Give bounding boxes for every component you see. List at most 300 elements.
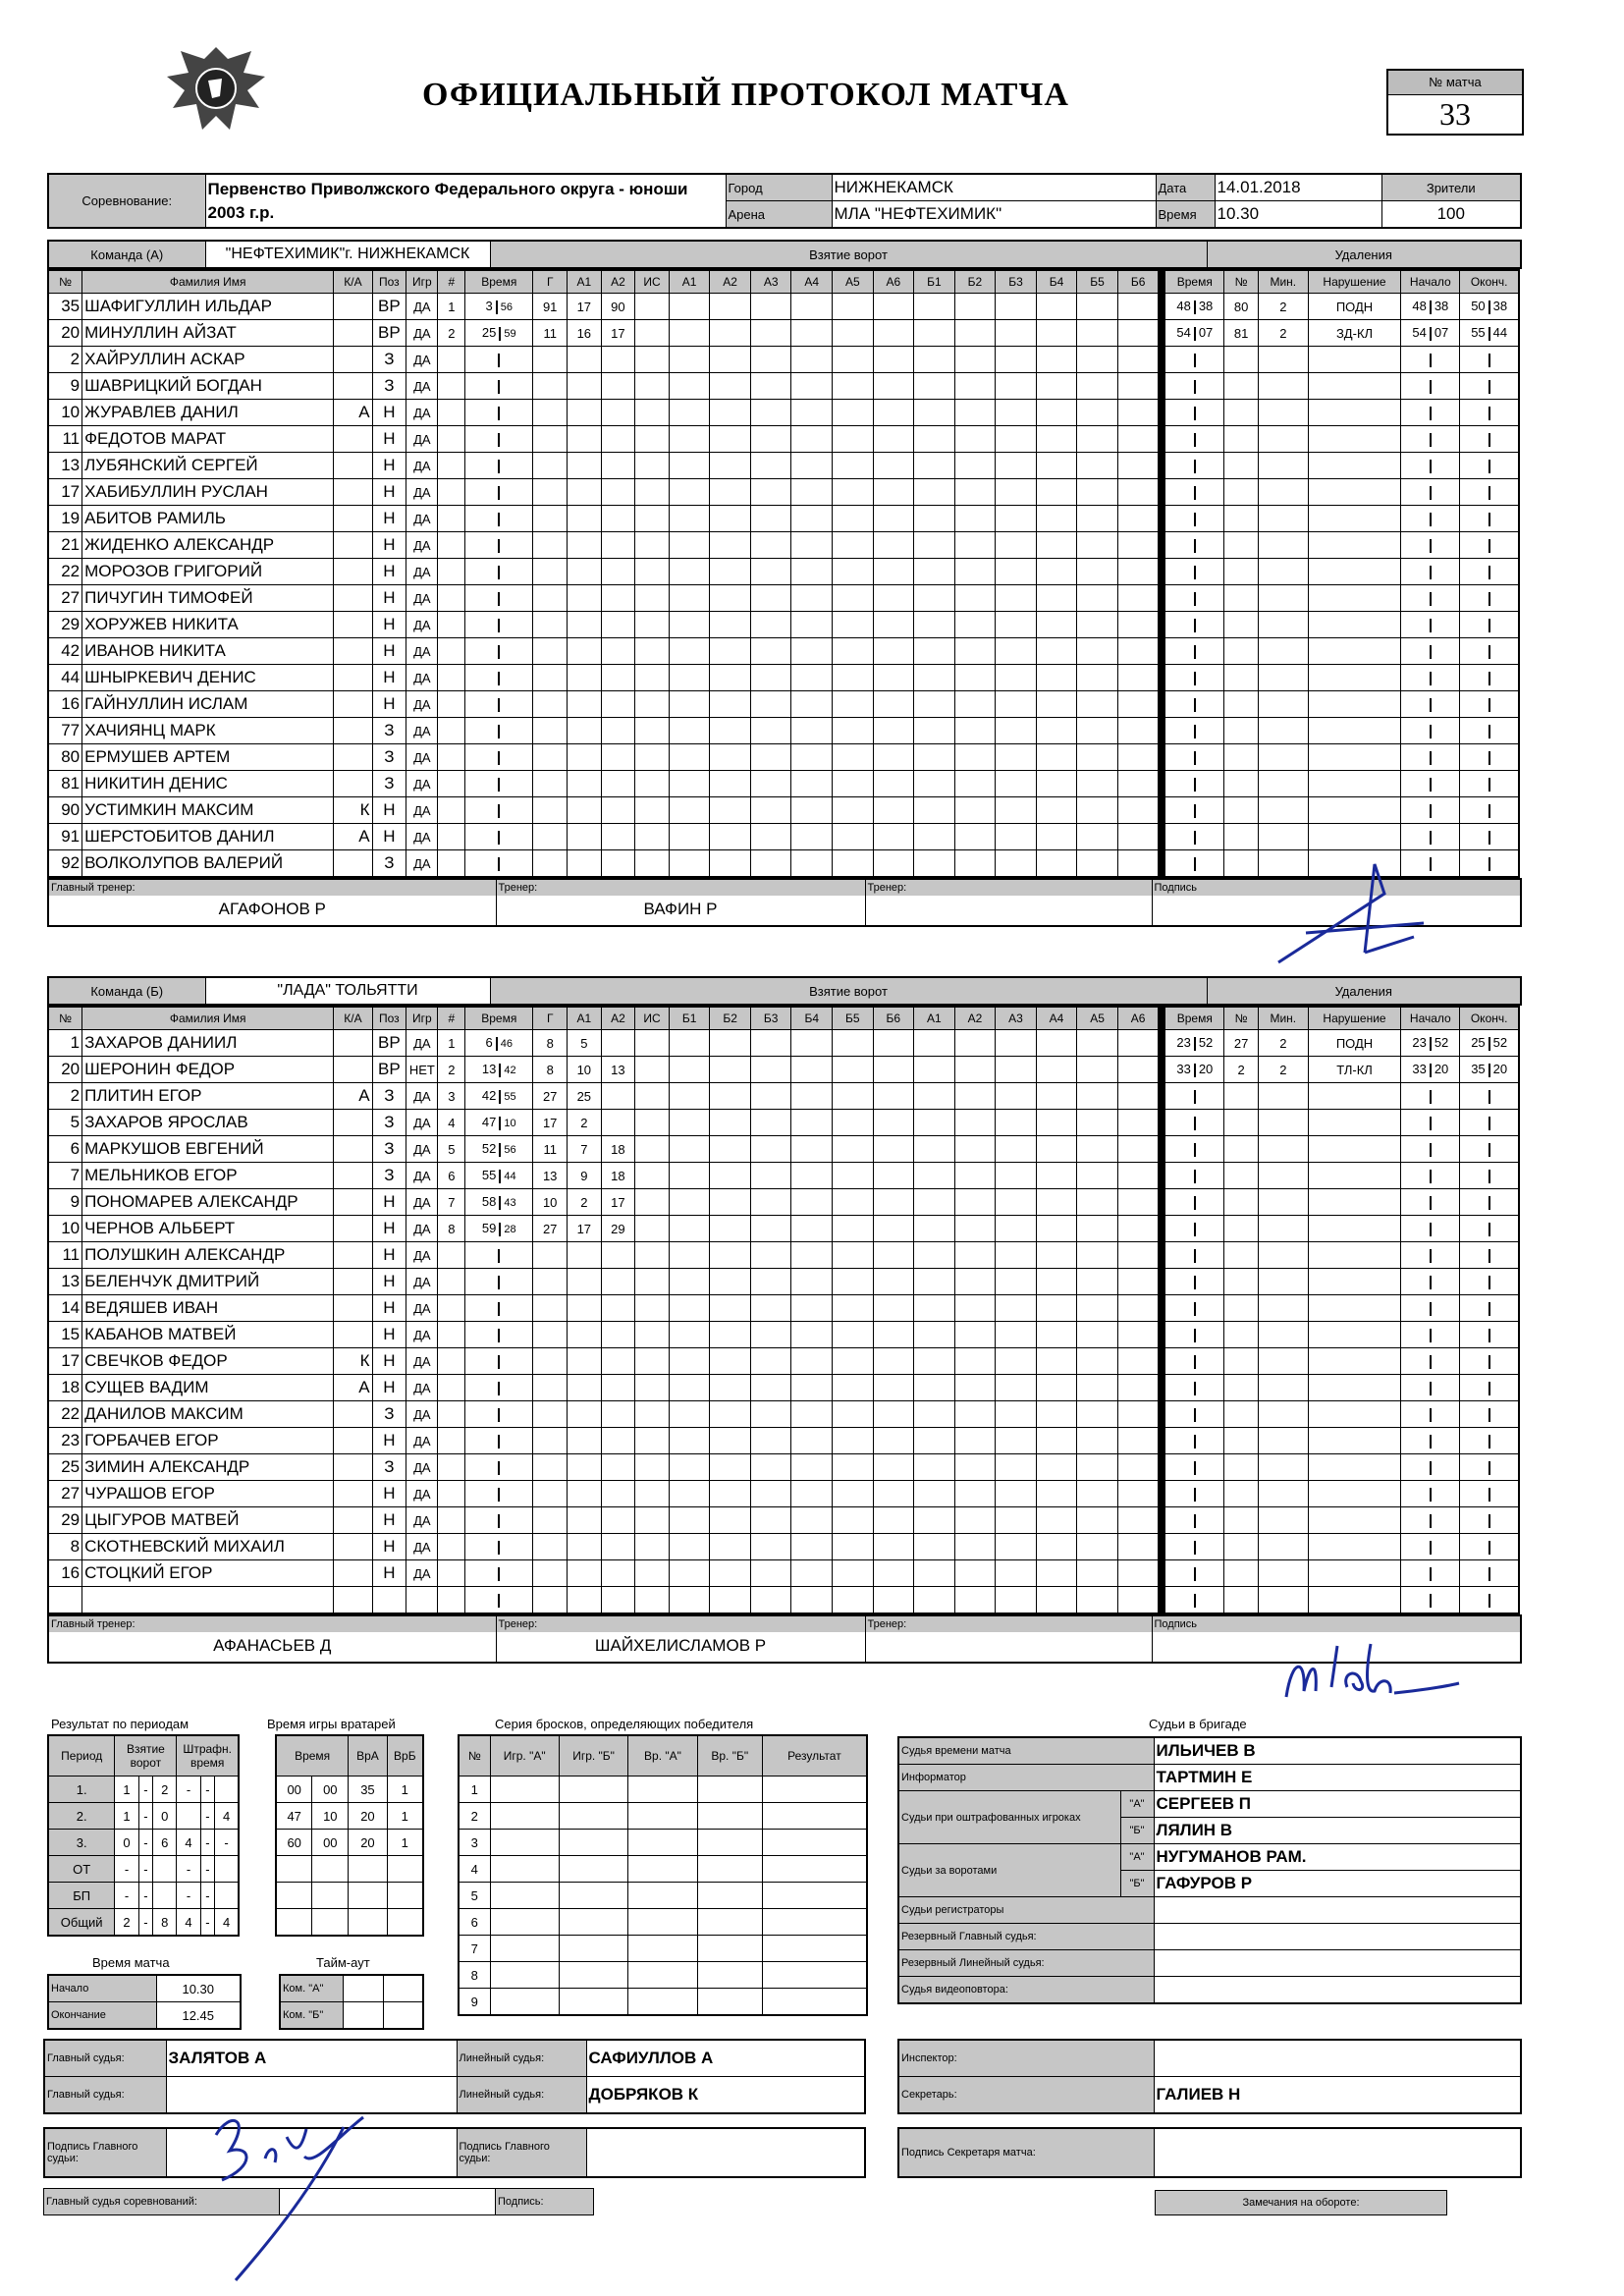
team-b-goal-scorer [533,1242,568,1269]
shootout-header-vra: Вр. "А" [628,1735,697,1777]
penalty-time-separator-icon [1194,1170,1196,1183]
shootout-number: 2 [459,1803,490,1830]
team-b-player-pos: З [372,1136,406,1163]
team-a-penalty-player [1224,850,1259,878]
period-goals-b [153,1883,177,1909]
goalie-b: 1 [387,1777,423,1803]
team-b-player-ka [334,1295,372,1322]
team-b-penalty-player [1224,1507,1259,1534]
team-b-penalty-minutes [1258,1136,1308,1163]
team-b-onice-cell [1077,1560,1118,1587]
period-pen-sep: - [200,1830,215,1856]
team-b-onice-cell [1117,1507,1159,1534]
team-b-player-ka [334,1189,372,1216]
team-a-goal-scorer [533,771,568,797]
team-b-onice-cell [1117,1189,1159,1216]
team-b-onice-cell [750,1348,791,1375]
team-b-col-header: Б3 [750,1007,791,1030]
team-b-signature-label: Подпись [1153,1616,1521,1632]
penalty-time-separator-icon [1194,460,1196,473]
team-b-player-name: СТОЦКИЙ ЕГОР [82,1560,334,1587]
team-b-onice-cell [914,1269,955,1295]
team-a-onice-cell [1117,612,1159,638]
team-a-player-ka: А [334,824,372,850]
team-a-penalty-end [1460,744,1519,771]
team-a-goal-is [635,638,670,665]
team-b-goal-is [635,1110,670,1136]
penalty-time-separator-icon [1194,725,1196,738]
team-b-penalty-time-min: 33 [1176,1062,1191,1077]
team-b-onice-cell [996,1136,1037,1163]
team-a-penalty-player [1224,824,1259,850]
team-a-player-ka [334,665,372,691]
team-b-penalty-player [1224,1242,1259,1269]
period-goals-b: 0 [153,1803,177,1830]
penalty-start-separator-icon [1430,645,1432,659]
goalie-minute: 60 [276,1830,312,1856]
team-b-goal-assist2: 18 [601,1163,635,1189]
team-b-player-number: 13 [48,1269,82,1295]
penalty-time-separator-icon [1194,1329,1196,1342]
team-b-onice-cell [873,1216,914,1242]
team-a-onice-cell [1117,347,1159,373]
team-a-penalty-violation [1308,559,1401,585]
team-b-onice-cell [1036,1030,1077,1057]
team-b-goal-scorer: 27 [533,1216,568,1242]
team-b-penalty-end [1460,1110,1519,1136]
shootout-row [459,1856,867,1883]
shootout-cell [559,1883,627,1909]
team-a-goal-scorer [533,532,568,559]
team-b-onice-cell [710,1083,751,1110]
goal-time-separator-icon [498,566,500,579]
team-a-col-header: А3 [750,270,791,294]
team-a-penalty-end [1460,532,1519,559]
team-b-onice-cell [750,1189,791,1216]
shootout-row [459,1909,867,1936]
penalty-end-separator-icon [1489,301,1490,314]
team-b-penalty-player [1224,1481,1259,1507]
team-b-player-played: ДА [406,1136,438,1163]
team-a-onice-cell [1117,638,1159,665]
team-a-onice-cell [954,824,996,850]
team-b-goal-scorer [533,1507,568,1534]
team-b-separator [1159,1507,1165,1534]
team-b-onice-cell [954,1322,996,1348]
team-b-player-row [48,1110,1519,1136]
team-a-player-row [48,691,1519,718]
penalty-start-separator-icon [1430,513,1432,526]
team-a-onice-cell [750,532,791,559]
team-b-separator [1159,1136,1165,1163]
team-a-player-row [48,426,1519,453]
team-b-goal-time [465,1030,533,1057]
team-b-player-ka [334,1587,372,1614]
team-b-onice-cell [1036,1163,1077,1189]
team-b-goal-time [465,1163,533,1189]
team-b-goal-assist1 [568,1587,602,1614]
team-b-onice-cell [873,1110,914,1136]
team-a-player-played: ДА [406,294,438,320]
team-a-onice-cell [750,824,791,850]
team-a-onice-cell [669,638,710,665]
team-a-onice-cell [1036,850,1077,878]
team-a-onice-cell [1077,373,1118,400]
team-a-penalty-end [1460,453,1519,479]
team-a-onice-cell [833,426,874,453]
team-a-player-pos: ВР [372,320,406,347]
team-a-goal-scorer [533,744,568,771]
team-a-penalty-start [1401,479,1460,506]
team-a-goal-is [635,824,670,850]
team-a-player-pos: З [372,744,406,771]
main-referee-label-1: Главный судья: [44,2040,166,2077]
team-b-separator [1159,1057,1165,1083]
team-b-goal-time [465,1057,533,1083]
team-a-penalty-start-sec: 38 [1434,299,1449,314]
team-b-separator [1159,1030,1165,1057]
team-a-onice-cell [669,479,710,506]
team-a-player-played: ДА [406,347,438,373]
team-b-col-header: Начало [1401,1007,1460,1030]
team-b-player-name: ЧЕРНОВ АЛЬБЕРТ [82,1216,334,1242]
shootout-header-b: Игр. "Б" [559,1735,627,1777]
team-a-onice-cell [669,400,710,426]
team-b-penalty-end [1460,1454,1519,1481]
team-b-onice-cell [1077,1322,1118,1348]
main-referee-signature-icon [196,2098,383,2284]
team-a-penalty-end [1460,506,1519,532]
team-a-onice-cell [914,850,955,878]
team-b-onice-cell [750,1030,791,1057]
team-a-onice-cell [750,506,791,532]
team-a-goal-scorer [533,426,568,453]
team-b-onice-cell [710,1401,751,1428]
team-b-roster-table [47,1006,1520,1614]
goal-time-separator-icon [498,1302,500,1316]
team-a-player-row [48,559,1519,585]
team-b-penalty-minutes [1258,1454,1308,1481]
penalty-end-separator-icon [1489,1090,1490,1104]
team-b-goal-minute: 47 [481,1115,497,1130]
period-goals-b [153,1856,177,1883]
team-a-penalty-minutes [1258,400,1308,426]
period-pen-sep: - [200,1856,215,1883]
team-b-onice-cell [1036,1428,1077,1454]
team-b-player-ka [334,1242,372,1269]
team-b-goal-number [438,1242,465,1269]
team-b-goal-scorer [533,1428,568,1454]
team-b-onice-cell [710,1428,751,1454]
team-b-col-header: А2 [601,1007,635,1030]
team-b-goal-assist2 [601,1454,635,1481]
team-b-onice-cell [1077,1348,1118,1375]
team-a-col-header: Б3 [996,270,1037,294]
team-a-goal-number [438,347,465,373]
team-a-onice-cell [1036,479,1077,506]
team-a-onice-cell [669,718,710,744]
team-b-player-played: ДА [406,1348,438,1375]
team-a-goal-assist2 [601,585,635,612]
team-b-onice-cell [1077,1428,1118,1454]
team-b-onice-cell [710,1560,751,1587]
team-a-col-header: ИС [635,270,670,294]
team-b-goal-number [438,1401,465,1428]
team-b-onice-cell [710,1481,751,1507]
team-b-player-number: 7 [48,1163,82,1189]
team-b-penalty-start-sec: 52 [1434,1035,1449,1051]
team-b-penalty-minutes [1258,1507,1308,1534]
team-b-penalty-minutes [1258,1428,1308,1454]
team-b-player-row [48,1189,1519,1216]
official-row [898,1897,1521,1924]
team-b-player-played: ДА [406,1083,438,1110]
team-a-player-number: 92 [48,850,82,878]
team-b-onice-cell [791,1481,833,1507]
team-a-penalty-start [1401,373,1460,400]
shootout-title: Серия бросков, определяющих победителя [495,1717,754,1731]
period-pen-sep: - [200,1909,215,1937]
team-b-player-name: ЗИМИН АЛЕКСАНДР [82,1454,334,1481]
team-a-onice-cell [669,532,710,559]
team-a-penalty-end [1460,638,1519,665]
team-b-player-name: ШЕРОНИН ФЕДОР [82,1057,334,1083]
team-b-penalty-violation [1308,1454,1401,1481]
team-b-onice-cell [669,1136,710,1163]
team-a-col-header: А1 [669,270,710,294]
team-a-goal-number [438,638,465,665]
team-b-player-name: МЕЛЬНИКОВ ЕГОР [82,1163,334,1189]
team-b-penalty-violation [1308,1083,1401,1110]
team-a-head-coach [48,879,496,926]
team-b-goal-scorer [533,1454,568,1481]
team-a-section [47,240,1522,927]
official-row [898,1737,1521,1765]
period-goals-sep: - [138,1909,153,1937]
team-b-col-header: Г [533,1007,568,1030]
team-b-onice-cell [1036,1189,1077,1216]
team-b-onice-cell [1077,1030,1118,1057]
goal-time-separator-icon [498,592,500,606]
shootout-row [459,1962,867,1989]
team-a-onice-cell [1117,850,1159,878]
team-a-player-name: ХОРУЖЕВ НИКИТА [82,612,334,638]
team-b-col-header: Время [1165,1007,1224,1030]
penalty-start-separator-icon [1430,1594,1432,1608]
team-b-separator [1159,1322,1165,1348]
penalty-time-separator-icon [1194,1276,1196,1289]
penalty-end-separator-icon [1489,566,1490,579]
team-a-penalty-end [1460,347,1519,373]
team-b-onice-cell [750,1507,791,1534]
team-b-player-ka: К [334,1348,372,1375]
period-row [48,1883,239,1909]
team-b-onice-cell [914,1401,955,1428]
team-b-penalty-player [1224,1401,1259,1428]
team-b-player-name: ЗАХАРОВ ЯРОСЛАВ [82,1110,334,1136]
team-b-onice-cell [954,1083,996,1110]
penalty-start-separator-icon [1430,1117,1432,1130]
arena-value: МЛА "НЕФТЕХИМИК" [832,201,1156,229]
team-b-onice-cell [669,1348,710,1375]
team-b-goal-assist2 [601,1401,635,1428]
team-a-onice-cell [873,665,914,691]
team-b-penalty-player [1224,1322,1259,1348]
team-a-player-played: ДА [406,850,438,878]
team-a-onice-cell [791,320,833,347]
team-b-player-pos: З [372,1401,406,1428]
team-a-onice-cell [1117,585,1159,612]
team-b-goal-is [635,1136,670,1163]
team-b-onice-cell [833,1030,874,1057]
team-b-onice-cell [914,1348,955,1375]
team-b-player-played: ДА [406,1401,438,1428]
team-a-onice-cell [996,824,1037,850]
team-b-player-name: ВЕДЯШЕВ ИВАН [82,1295,334,1322]
team-b-penalty-time [1165,1534,1224,1560]
team-b-separator [1159,1375,1165,1401]
period-row [48,1830,239,1856]
team-a-goal-is [635,771,670,797]
team-a-goal-assist1 [568,638,602,665]
team-b-onice-cell [914,1030,955,1057]
team-a-onice-cell [914,665,955,691]
team-b-goal-number [438,1269,465,1295]
team-b-onice-cell [914,1534,955,1560]
team-a-player-pos: Н [372,797,406,824]
team-b-goal-assist2: 18 [601,1136,635,1163]
team-a-penalty-player [1224,426,1259,453]
team-b-onice-cell [669,1401,710,1428]
team-a-penalty-violation [1308,691,1401,718]
team-b-goal-time [465,1560,533,1587]
team-b-player-row [48,1322,1519,1348]
team-a-onice-cell [873,426,914,453]
team-b-onice-cell [996,1242,1037,1269]
team-b-label: Команда (Б) [48,977,205,1005]
team-a-separator [1159,506,1165,532]
team-b-player-pos: Н [372,1189,406,1216]
team-b-goal-assist1 [568,1454,602,1481]
team-b-onice-cell [710,1507,751,1534]
team-b-goal-is [635,1057,670,1083]
team-a-onice-cell [873,585,914,612]
penalty-time-separator-icon [1194,1302,1196,1316]
goalie-b [387,1909,423,1937]
team-a-penalty-minutes [1258,797,1308,824]
team-a-player-name: ХАЧИЯНЦ МАРК [82,718,334,744]
main-referee-label-2: Главный судья: [44,2077,166,2114]
team-b-onice-cell [914,1560,955,1587]
team-a-penalty-minutes [1258,638,1308,665]
team-b-player-ka [334,1057,372,1083]
team-b-player-name: СУЩЕВ ВАДИМ [82,1375,334,1401]
team-a-player-name: АБИТОВ РАМИЛЬ [82,506,334,532]
goal-time-separator-icon [498,1567,500,1581]
team-a-player-row [48,479,1519,506]
team-b-player-played: ДА [406,1481,438,1507]
penalty-start-separator-icon [1430,751,1432,765]
team-a-player-row [48,665,1519,691]
team-b-onice-cell [750,1454,791,1481]
team-b-penalty-violation [1308,1295,1401,1322]
team-b-player-played: ДА [406,1030,438,1057]
team-b-goal-is [635,1216,670,1242]
team-a-col-header: Игр [406,270,438,294]
team-b-goal-is [635,1587,670,1614]
team-a-header-table [47,240,1522,269]
penalty-end-separator-icon [1489,1408,1490,1422]
team-b-penalty-start [1401,1401,1460,1428]
team-b-goal-assist2 [601,1269,635,1295]
referee-sign-table [43,2127,866,2178]
team-b-onice-cell [669,1428,710,1454]
team-b-onice-cell [710,1242,751,1269]
shootout-row [459,1936,867,1962]
team-a-onice-cell [1036,771,1077,797]
team-b-onice-cell [1077,1216,1118,1242]
team-a-col-header: А1 [568,270,602,294]
official-name [1154,1897,1521,1924]
team-a-player-ka [334,294,372,320]
team-a-onice-cell [1036,559,1077,585]
penalty-start-separator-icon [1430,301,1432,314]
team-a-goal-number [438,373,465,400]
team-a-onice-cell [710,585,751,612]
team-b-onice-cell [710,1269,751,1295]
team-b-goal-second: 46 [500,1038,514,1051]
timeout-b-label: Ком. "Б" [280,2002,344,2030]
team-a-goal-scorer [533,850,568,878]
goal-time-separator-icon [498,407,500,420]
team-b-goal-assist1 [568,1348,602,1375]
team-b-onice-cell [710,1322,751,1348]
team-a-penalty-start [1401,665,1460,691]
team-a-penalty-start-sec: 07 [1434,325,1449,341]
team-a-player-played: ДА [406,744,438,771]
team-a-penalty-end [1460,797,1519,824]
team-a-goal-time [465,373,533,400]
team-a-onice-cell [914,559,955,585]
team-a-player-name: ВОЛКОЛУПОВ ВАЛЕРИЙ [82,850,334,878]
team-a-goal-is [635,294,670,320]
team-a-goal-assist1 [568,400,602,426]
team-b-player-row [48,1057,1519,1083]
team-a-onice-cell [750,850,791,878]
team-b-col-header: А1 [568,1007,602,1030]
team-a-onice-cell [710,532,751,559]
team-b-player-ka [334,1401,372,1428]
team-b-col-header: А6 [1117,1007,1159,1030]
team-b-onice-cell [669,1454,710,1481]
team-a-goal-assist1 [568,585,602,612]
team-a-goal-assist2 [601,850,635,878]
team-a-player-played: ДА [406,373,438,400]
team-b-player-played: ДА [406,1534,438,1560]
team-b-goal-assist2 [601,1295,635,1322]
team-a-penalty-start [1401,691,1460,718]
team-b-onice-cell [750,1242,791,1269]
team-b-player-pos: З [372,1083,406,1110]
team-b-penalty-player [1224,1348,1259,1375]
team-b-onice-cell [710,1295,751,1322]
team-b-onice-cell [1117,1375,1159,1401]
official-name: ЛЯЛИН В [1154,1818,1521,1844]
team-a-onice-cell [669,797,710,824]
team-a-onice-cell [669,585,710,612]
team-b-onice-cell [954,1481,996,1507]
team-a-separator [1159,400,1165,426]
